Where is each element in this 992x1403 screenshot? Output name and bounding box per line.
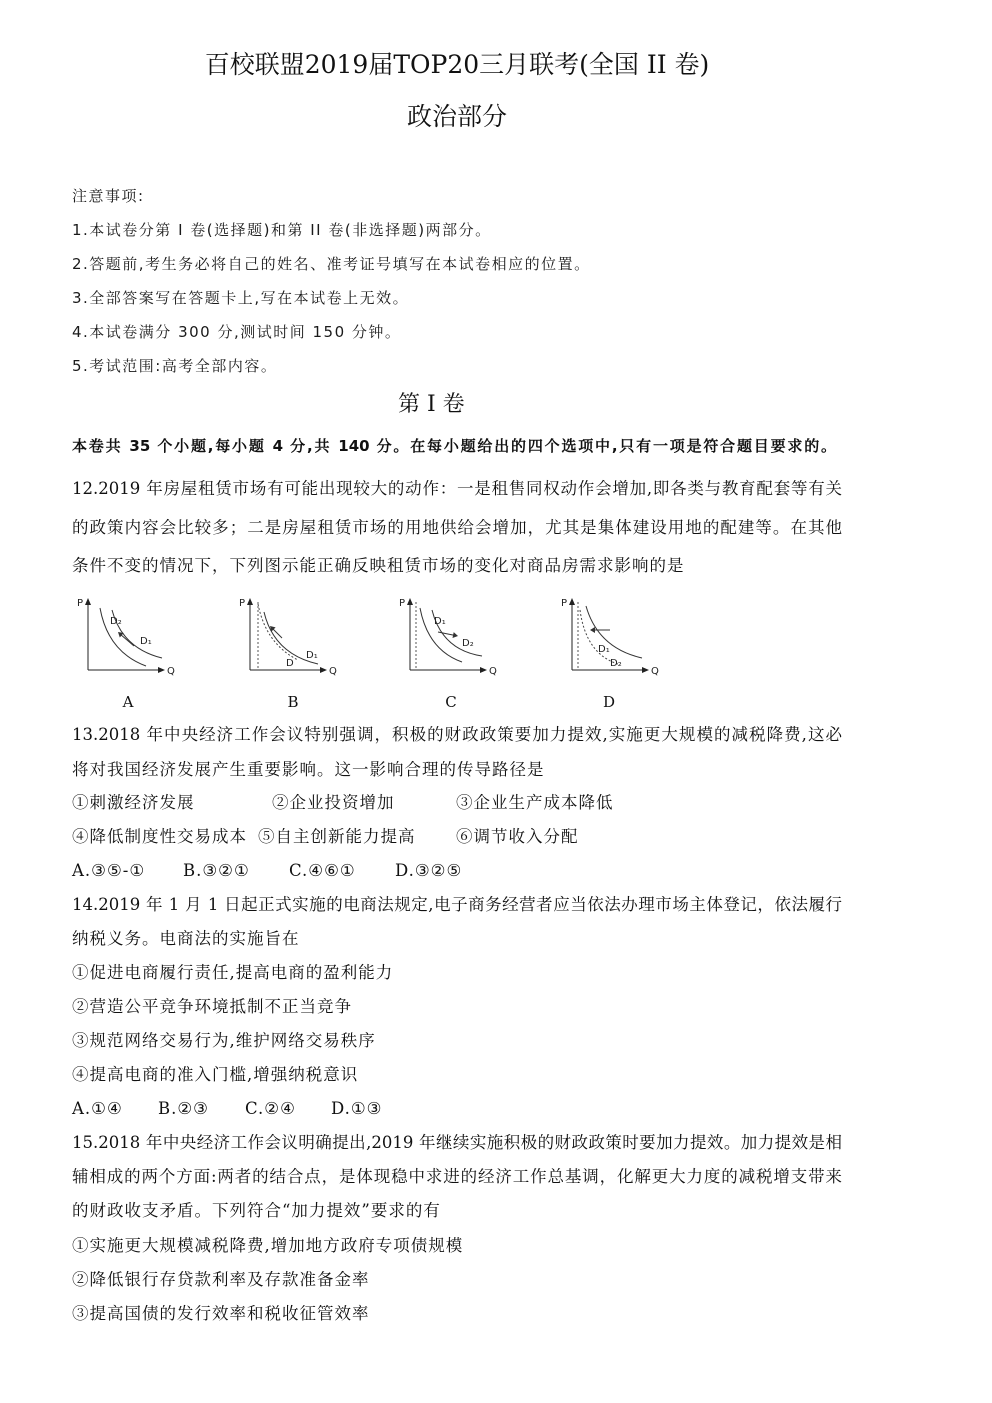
q15-stem-line: 辅相成的两个方面:两者的结合点，是体现稳中求进的经济工作总基调，化解更大力度的减税增支带来: [72, 1167, 842, 1186]
q15-stem-line: 的财政收支矛盾。下列符合“加力提效”要求的有: [72, 1201, 441, 1220]
figure-option-label: A: [122, 693, 134, 711]
figure-option-label: C: [445, 693, 457, 711]
axis-label-p: P: [77, 598, 84, 609]
q12-stem-line: 条件不变的情况下，下列图示能正确反映租赁市场的变化对商品房需求影响的是: [72, 556, 685, 575]
q14-choice-a: A.①④: [72, 1099, 123, 1118]
q13-stem-line: 将对我国经济发展产生重要影响。这一影响合理的传导路径是: [72, 760, 545, 779]
curve-label: D₁: [434, 616, 446, 627]
curve-label: D₁: [306, 650, 318, 661]
q13-statement: ①刺激经济发展: [72, 793, 195, 812]
curve-label: D₁: [598, 644, 610, 655]
note-item: 4.本试卷满分 300 分,测试时间 150 分钟。: [72, 323, 402, 341]
axis-label-p: P: [399, 598, 406, 609]
q13-statement: ④降低制度性交易成本: [72, 827, 247, 846]
exam-title: 百校联盟2019届TOP20三月联考(全国 II 卷): [204, 50, 710, 79]
shift-arrow: [120, 634, 134, 646]
q13-choice-c: C.④⑥①: [289, 861, 356, 880]
x-axis-arrow-icon: [158, 667, 165, 673]
q13-stem-line: 13.2018 年中央经济工作会议特别强调，积极的财政政策要加力提效,实施更大规模的减税降费,这必: [72, 725, 842, 744]
axis-label-q: Q: [167, 666, 175, 677]
q13-statement: ⑤自主创新能力提高: [258, 827, 416, 846]
note-item: 5.考试范围:高考全部内容。: [72, 357, 278, 375]
q13-choice-a: A.③⑤-①: [72, 861, 146, 880]
axis-label-q: Q: [651, 666, 659, 677]
x-axis-arrow-icon: [480, 667, 487, 673]
shift-arrow-head-icon: [590, 627, 595, 633]
q14-choice-b: B.②③: [158, 1099, 209, 1118]
q15-statement: ②降低银行存贷款利率及存款准备金率: [72, 1270, 370, 1289]
axis-label-q: Q: [489, 666, 497, 677]
notes-heading: 注意事项:: [72, 187, 145, 205]
q14-choice-c: C.②④: [245, 1099, 296, 1118]
figure-d: [560, 594, 660, 684]
y-axis-arrow-icon: [407, 598, 413, 605]
figure-b: [238, 594, 338, 684]
axis-label-p: P: [561, 598, 568, 609]
y-axis-arrow-icon: [247, 598, 253, 605]
x-axis-arrow-icon: [320, 667, 327, 673]
axis-label-q: Q: [329, 666, 337, 677]
q15-statement: ③提高国债的发行效率和税收征管效率: [72, 1304, 370, 1323]
q14-statement: ③规范网络交易行为,维护网络交易秩序: [72, 1031, 376, 1050]
curve-label: D₁: [140, 636, 152, 647]
note-item: 2.答题前,考生务必将自己的姓名、准考证号填写在本试卷相应的位置。: [72, 255, 591, 273]
curve-label: D: [286, 658, 294, 669]
figure-c: [398, 594, 498, 684]
note-item: 3.全部答案写在答题卡上,写在本试卷上无效。: [72, 289, 410, 307]
q14-statement: ④提高电商的准入门槛,增强纳税意识: [72, 1065, 359, 1084]
q13-statement: ②企业投资增加: [272, 793, 395, 812]
shift-arrow: [438, 632, 454, 635]
demand-curve: [580, 610, 618, 664]
note-item: 1.本试卷分第 I 卷(选择题)和第 II 卷(非选择题)两部分。: [72, 221, 492, 239]
q15-stem-line: 15.2018 年中央经济工作会议明确提出,2019 年继续实施积极的财政政策时要加力提效。加力提效是相: [72, 1133, 842, 1152]
q12-stem-line: 的政策内容会比较多；二是房屋租赁市场的用地供给会增加，尤其是集体建设用地的配建等。在其他: [72, 518, 842, 537]
q14-choice-d: D.①③: [331, 1099, 383, 1118]
exam-subtitle: 政治部分: [406, 102, 507, 131]
axis-label-p: P: [239, 598, 246, 609]
curve-label: D₂: [110, 616, 122, 627]
q14-stem-line: 14.2019 年 1 月 1 日起正式实施的电商法规定,电子商务经营者应当依法办理市场主体登记，依法履行: [72, 895, 842, 914]
figure-option-label: B: [287, 693, 299, 711]
part-title: 第 I 卷: [398, 392, 465, 417]
q12-stem-line: 12.2019 年房屋租赁市场有可能出现较大的动作：一是租售同权动作会增加,即各类与教育配套等有关: [72, 479, 842, 498]
curve-label: D₂: [462, 638, 474, 649]
q14-stem-line: 纳税义务。电商法的实施旨在: [72, 929, 300, 948]
q13-choice-d: D.③②⑤: [395, 861, 463, 880]
figure-option-label: D: [602, 693, 616, 711]
q13-statement: ⑥调节收入分配: [456, 827, 579, 846]
q14-statement: ①促进电商履行责任,提高电商的盈利能力: [72, 963, 394, 982]
figure-a: [76, 594, 176, 684]
q13-choice-b: B.③②①: [183, 861, 250, 880]
y-axis-arrow-icon: [85, 598, 91, 605]
curve-label: D₂: [610, 658, 622, 669]
shift-arrow-head-icon: [453, 632, 459, 638]
x-axis-arrow-icon: [642, 667, 649, 673]
y-axis-arrow-icon: [569, 598, 575, 605]
part-instructions: 本卷共 35 个小题,每小题 4 分,共 140 分。在每小题给出的四个选项中,只有一项是符合题目要求的。: [72, 437, 836, 455]
q13-statement: ③企业生产成本降低: [456, 793, 614, 812]
q14-statement: ②营造公平竞争环境抵制不正当竞争: [72, 997, 352, 1016]
q15-statement: ①实施更大规模减税降费,增加地方政府专项债规模: [72, 1236, 464, 1255]
